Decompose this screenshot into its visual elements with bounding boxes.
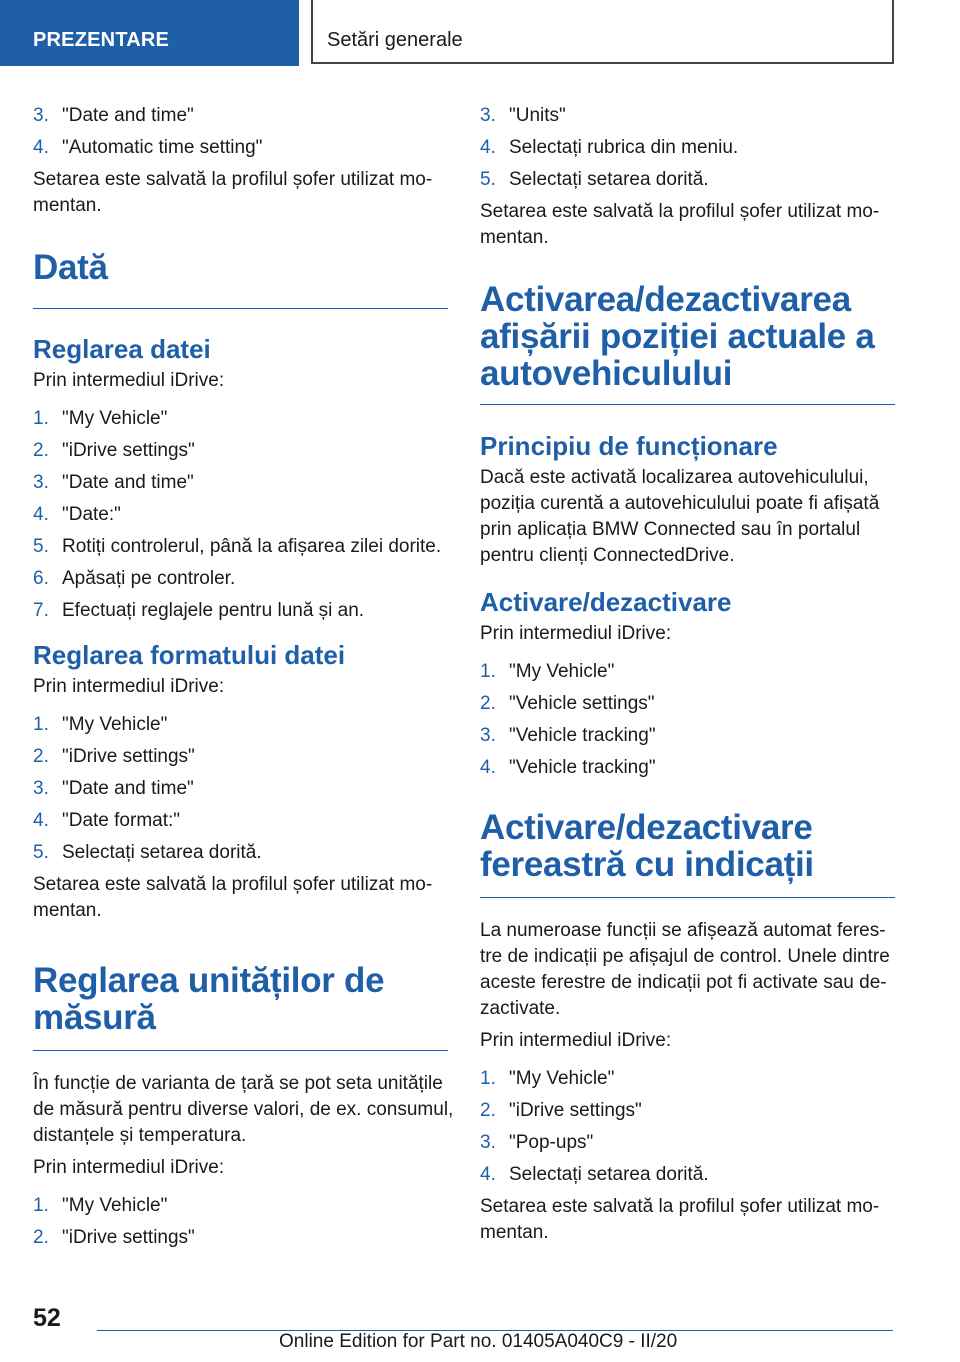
list-item xyxy=(480,659,895,691)
note-saved-profile-2 xyxy=(33,872,448,924)
text-line: mentan. xyxy=(33,195,102,216)
text-line: afișării poziției actuale a xyxy=(480,317,875,356)
list-item xyxy=(33,566,448,598)
heading-vehicle-position xyxy=(480,281,895,392)
step-text: Selectați rubrica din meniu. xyxy=(509,137,739,158)
text-line: La numeroase funcții se afișează automat feres- xyxy=(480,920,886,941)
step-number: 2. xyxy=(33,1227,49,1248)
step-number: 4. xyxy=(480,137,496,158)
step-text: Selectați setarea dorită. xyxy=(509,1164,709,1185)
list-item xyxy=(33,406,448,438)
step-text: "Date:" xyxy=(62,504,121,525)
section-title: PREZENTARE xyxy=(33,29,170,51)
text-line: Reglarea unităților de xyxy=(33,961,385,1000)
list-item xyxy=(33,840,448,872)
list-item xyxy=(33,534,448,566)
text-line: distanțele și temperatura. xyxy=(33,1125,247,1146)
step-text: "My Vehicle" xyxy=(62,1195,168,1216)
divider xyxy=(480,404,895,405)
list-item xyxy=(33,776,448,808)
step-number: 3. xyxy=(33,105,49,126)
step-text: Apăsați pe controler. xyxy=(62,568,236,589)
note-saved-profile-3 xyxy=(480,199,895,251)
step-text: Rotiți controlerul, până la afișarea zilei dorite. xyxy=(62,536,442,557)
step-text: "My Vehicle" xyxy=(62,408,168,429)
heading-units xyxy=(33,962,448,1036)
list-item xyxy=(33,1193,448,1225)
text-line: tre de indicații pe afișajul de control. Unele dintre xyxy=(480,946,890,967)
list-item xyxy=(480,167,895,199)
step-number: 4. xyxy=(480,757,496,778)
text-line: Setarea este salvată la profilul șofer utilizat mo- xyxy=(33,169,433,190)
heading-activate-deactivate: Activare/dezactivare xyxy=(480,587,732,617)
step-text: "Date and time" xyxy=(62,472,194,493)
text-line: Activarea/dezactivarea xyxy=(480,280,851,319)
right-column xyxy=(480,103,895,1246)
list-item xyxy=(480,103,895,135)
step-number: 1. xyxy=(33,1195,49,1216)
step-text: "Vehicle settings" xyxy=(509,693,655,714)
via-idrive: Prin intermediul iDrive: xyxy=(33,676,225,697)
step-number: 1. xyxy=(480,661,496,682)
divider xyxy=(33,1050,448,1051)
steps-units-continued xyxy=(480,103,895,199)
step-text: Selectați setarea dorită. xyxy=(509,169,709,190)
step-number: 1. xyxy=(33,408,49,429)
page-number: 52 xyxy=(33,1304,61,1332)
step-number: 2. xyxy=(33,440,49,461)
via-idrive: Prin intermediul iDrive: xyxy=(33,1157,225,1178)
list-item xyxy=(480,1098,895,1130)
step-number: 5. xyxy=(33,842,49,863)
step-text: "My Vehicle" xyxy=(509,661,615,682)
text-line: Setarea este salvată la profilul șofer utilizat mo- xyxy=(33,874,433,895)
step-number: 1. xyxy=(480,1068,496,1089)
heading-popups xyxy=(480,809,895,883)
step-text: Selectați setarea dorită. xyxy=(62,842,262,863)
units-description xyxy=(33,1071,454,1149)
step-number: 3. xyxy=(480,725,496,746)
step-text: "iDrive settings" xyxy=(62,440,195,461)
step-number: 6. xyxy=(33,568,49,589)
text-line: Setarea este salvată la profilul șofer utilizat mo- xyxy=(480,1196,880,1217)
step-number: 7. xyxy=(33,600,49,621)
step-text: "Date and time" xyxy=(62,778,194,799)
text-line: zactivate. xyxy=(480,998,561,1019)
step-number: 1. xyxy=(33,714,49,735)
steps-units xyxy=(33,1193,448,1257)
heading-date: Dată xyxy=(33,248,108,287)
step-number: 4. xyxy=(33,504,49,525)
step-text: Efectuați reglajele pentru lună și an. xyxy=(62,600,365,621)
list-item xyxy=(480,135,895,167)
list-item xyxy=(480,1130,895,1162)
steps-set-date xyxy=(33,406,448,630)
text-line: prin aplicația BMW Connected sau în portalul xyxy=(480,519,861,540)
list-item xyxy=(33,744,448,776)
step-number: 4. xyxy=(33,137,49,158)
step-text: "Automatic time setting" xyxy=(62,137,263,158)
divider xyxy=(33,308,448,309)
text-line: Activare/dezactivare xyxy=(480,808,813,847)
step-text: "My Vehicle" xyxy=(62,714,168,735)
list-item xyxy=(33,438,448,470)
step-text: "My Vehicle" xyxy=(509,1068,615,1089)
list-item xyxy=(480,1066,895,1098)
text-line: Dacă este activată localizarea autovehiculului, xyxy=(480,467,869,488)
text-line: mentan. xyxy=(480,1222,549,1243)
text-line: mentan. xyxy=(33,900,102,921)
via-idrive: Prin intermediul iDrive: xyxy=(480,623,672,644)
step-text: "iDrive settings" xyxy=(62,746,195,767)
text-line: mentan. xyxy=(480,227,549,248)
step-number: 3. xyxy=(480,105,496,126)
text-line: pentru clienți ConnectedDrive. xyxy=(480,545,735,566)
step-number: 4. xyxy=(480,1164,496,1185)
chapter-title: Setări generale xyxy=(327,29,463,51)
heading-set-date: Reglarea datei xyxy=(33,334,211,364)
heading-principle: Principiu de funcționare xyxy=(480,431,778,461)
popups-description xyxy=(480,918,895,1022)
section-tab xyxy=(0,0,299,66)
list-item xyxy=(480,755,895,787)
step-number: 2. xyxy=(480,693,496,714)
edition-note: Online Edition for Part no. 01405A040C9 - II/20 xyxy=(279,1331,678,1352)
list-item xyxy=(480,723,895,755)
list-item xyxy=(33,598,448,630)
step-text: "Date and time" xyxy=(62,105,194,126)
divider xyxy=(480,897,895,898)
via-idrive: Prin intermediul iDrive: xyxy=(480,1030,672,1051)
text-line: Setarea este salvată la profilul șofer utilizat mo- xyxy=(480,201,880,222)
step-number: 5. xyxy=(480,169,496,190)
step-number: 3. xyxy=(480,1132,496,1153)
list-item xyxy=(33,502,448,534)
list-item xyxy=(33,135,448,167)
step-text: "iDrive settings" xyxy=(62,1227,195,1248)
steps-date-format xyxy=(33,712,448,872)
text-line: fereastră cu indicații xyxy=(480,845,814,884)
steps-vehicle-tracking xyxy=(480,659,895,787)
text-line: măsură xyxy=(33,998,156,1037)
note-saved-profile-1 xyxy=(33,167,448,219)
list-item xyxy=(33,712,448,744)
list-item xyxy=(33,103,448,135)
step-text: "Pop-ups" xyxy=(509,1132,594,1153)
chapter-tab xyxy=(311,0,894,64)
left-column xyxy=(33,103,454,1257)
list-item xyxy=(33,1225,448,1257)
step-number: 4. xyxy=(33,810,49,831)
step-text: "Units" xyxy=(509,105,566,126)
text-line: de măsură pentru diverse valori, de ex. consumul, xyxy=(33,1099,454,1120)
list-item xyxy=(480,1162,895,1194)
step-number: 3. xyxy=(33,472,49,493)
step-number: 2. xyxy=(480,1100,496,1121)
step-number: 5. xyxy=(33,536,49,557)
note-saved-profile-4 xyxy=(480,1194,895,1246)
step-text: "iDrive settings" xyxy=(509,1100,642,1121)
step-number: 2. xyxy=(33,746,49,767)
text-line: poziția curentă a autovehiculului poate fi afișată xyxy=(480,493,880,514)
step-text: "Vehicle tracking" xyxy=(509,725,656,746)
steps-date-time-top xyxy=(33,103,448,167)
list-item xyxy=(480,691,895,723)
step-text: "Vehicle tracking" xyxy=(509,757,656,778)
text-line: autovehiculului xyxy=(480,354,733,393)
step-text: "Date format:" xyxy=(62,810,181,831)
list-item xyxy=(33,808,448,840)
list-item xyxy=(33,470,448,502)
text-line: aceste ferestre de indicații pot fi activate sau de- xyxy=(480,972,887,993)
via-idrive: Prin intermediul iDrive: xyxy=(33,370,225,391)
step-number: 3. xyxy=(33,778,49,799)
steps-popups xyxy=(480,1066,895,1194)
heading-date-format: Reglarea formatului datei xyxy=(33,640,346,670)
principle-description xyxy=(480,465,895,569)
text-line: În funcție de varianta de țară se pot seta unitățile xyxy=(33,1073,443,1094)
